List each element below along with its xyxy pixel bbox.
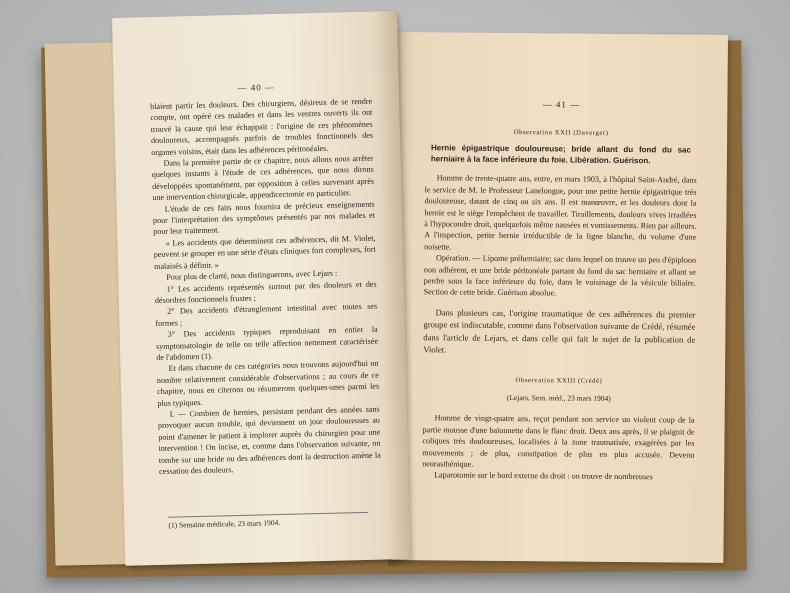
- right-page: [391, 32, 728, 563]
- page-number-left: — 40 —: [237, 82, 276, 93]
- paragraph: 2° Des accidents d'étranglement intestinal avec toutes ses formes ;: [155, 301, 378, 328]
- paragraph: Laparotomie sur le bord externe du droit : on trouve de nombreuses: [434, 470, 653, 482]
- paragraph: 1° Les accidents représentés surtout par des douleurs et des désordres fonctionnels frustes ;: [154, 279, 377, 305]
- paragraph: Dans la première partie de ce chapitre, nous allons nous arrêter quelques instants à l'étude de ces adhérences, que nous dirons développées spontanément, par opposition à celles survenant après une intervention chirurgicale, appendicectomie en particulier.: [151, 153, 375, 203]
- paragraph: Dans plusieurs cas, l'origine traumatique de ces adhérences du premier groupe est indiscutable, comme dans l'observation suivante de Crédé, résumée dans l'article de Lejars, et dans celle qui fait le sujet de la publication de Violet.: [423, 307, 696, 355]
- paragraph: L'étude de ces faits nous fournira de précieux enseignements pour l'interprétation des symptômes présentés par nos malades et pour leur traitement.: [152, 199, 376, 237]
- observation-label: Observation XXII (Duverger): [513, 129, 609, 137]
- observation-citation: (Lejars, Sem. méd., 23 mars 1904): [506, 392, 611, 403]
- paragraph: « Les accidents que déterminent ces adhérences, dit M. Violet, peuvent se grouper en une série d'états cliniques fort complexes, fort malaisés à définir. »: [153, 233, 376, 271]
- observation-title: Hernie épigastrique douloureuse; bride allant du fond du sac herniaire à la face inférieure du foie. Libération. Guérison.: [430, 143, 692, 166]
- left-page-body: [150, 96, 381, 478]
- paragraph: I. — Combien de hernies, persistant pendant des années sans provoquer aucun trouble, qui deviennent un jour douloureuses au point d'amener le patient à implorer auprès du chirurgien pour une intervention ! On incise, et, comme dans l'observation suivante, on tombe sur une bride ou des adhérences dont la destruction amène la cessation des douleurs.: [157, 404, 381, 476]
- observation-label: Observation XXIII (Crédé): [515, 376, 603, 385]
- paragraph: Homme de vingt-quatre ans, reçut pendant son service un violent coup de la partie mousse d'une baïonnette dans le flanc droit. Deux ans après, il se plaignit de coliques très douloureuses, localisées à la zone traumatisée, exagérées par les mouvements ; de plus, constipation de plus en plus accusée. Devenu neurasthénique.: [422, 413, 695, 469]
- paragraph: Pour plus de clarté, nous distinguerons, avec Lejars :: [166, 268, 338, 282]
- paragraph: Homme de trente-quatre ans, entre, en mars 1903, à l'hôpital Saint-André, dans le service de M. le Professeur Lanelongue, pour une petite hernie épigastrique très douloureuse, datant de cinq ou six ans. Il est manœuvre, et les douleurs dont la hernie est le siège l'empêchent de travailler. Tiraillements, douleurs vives irradiées à l'hypocondre droit, quelquefois même nausées et vomissements. Rien par ailleurs. A l'inspection, petite hernie irréductible de la ligne blanche, du volume d'une noisette.: [424, 173, 697, 252]
- left-page: [112, 11, 410, 566]
- footnote: (1) Semaine médicale, 23 mars 1904.: [168, 512, 368, 530]
- page-number-right: — 41 —: [542, 99, 581, 110]
- right-page-body: [422, 116, 697, 483]
- paragraph: blaient partir les douleurs. Des chirurgiens, désireux de se rendre compte, ont opéré ces malades et dans les ventres ouverts ils ont trouvé la cause qui leur échappait : l'origine de ces phénomènes douloureux, accompagnés parfois de troubles fonctionnels des organes voisins, était dans les adhérences péritonéales.: [150, 96, 374, 157]
- paragraph: Opération. — Lipome préherniaire; sac dans lequel on trouve un peu d'épiploon non adhérent, et une bride péritonéale partant du fond du sac herniaire et allant se perdre sous la face inférieure du foie, dans le voisinage de la vésicule biliaire. Section de cette bride. Guérison absolue.: [423, 253, 697, 298]
- paragraph: Et dans chacune de ces catégories nous trouvons aujourd'hui un nombre relativement considérable d'observations ; au cours de ce chapitre, nous en citerons ou résumerons quelques-unes parmi les plus typiques.: [156, 358, 380, 408]
- paragraph: 3° Des accidents typiques reproduisant en entier la symptomatologie de telle ou telle affection nettement caractérisée de l'abdomen (1).: [155, 324, 379, 362]
